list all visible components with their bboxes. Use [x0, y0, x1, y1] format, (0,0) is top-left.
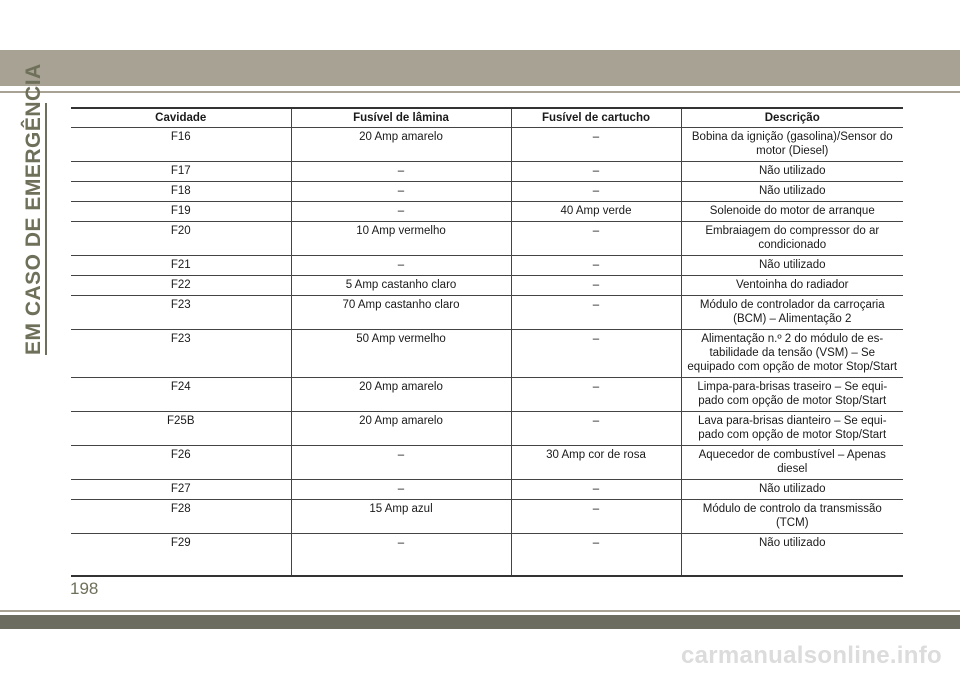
- fuse-table: [71, 107, 903, 577]
- cell-cavidade: F23: [71, 296, 291, 330]
- table-row: [71, 534, 903, 577]
- table-header-row: [71, 108, 903, 128]
- cell-fusivel-lamina: –: [291, 182, 511, 202]
- column-header-descricao: Descrição: [681, 108, 903, 128]
- cell-fusivel-lamina: 20 Amp amarelo: [291, 128, 511, 162]
- column-header-cavidade: Cavidade: [71, 108, 291, 128]
- cell-fusivel-cartucho: –: [511, 182, 681, 202]
- cell-cavidade: F22: [71, 276, 291, 296]
- cell-cavidade: F26: [71, 446, 291, 480]
- table-row: [71, 182, 903, 202]
- cell-cavidade: F17: [71, 162, 291, 182]
- cell-fusivel-lamina: 15 Amp azul: [291, 500, 511, 534]
- cell-fusivel-lamina: 50 Amp vermelho: [291, 330, 511, 378]
- cell-fusivel-cartucho: –: [511, 330, 681, 378]
- cell-fusivel-lamina: 70 Amp castanho claro: [291, 296, 511, 330]
- table-row: [71, 500, 903, 534]
- header-band: [0, 50, 960, 86]
- footer-rule: [0, 610, 960, 612]
- cell-cavidade: F23: [71, 330, 291, 378]
- cell-descricao: Não utilizado: [681, 480, 903, 500]
- table-row: [71, 276, 903, 296]
- cell-descricao: Lava para-brisas dianteiro – Se equi-pado com opção de motor Stop/Start: [681, 412, 903, 446]
- table-row: [71, 256, 903, 276]
- table-row: [71, 128, 903, 162]
- cell-descricao: Não utilizado: [681, 256, 903, 276]
- section-title: EM CASO DE EMERGÊNCIA: [22, 63, 45, 355]
- watermark: carmanualsonline.info: [680, 642, 942, 669]
- cell-descricao: Bobina da ignição (gasolina)/Sensor do motor (Diesel): [681, 128, 903, 162]
- column-header-fusivel-lamina: Fusível de lâmina: [291, 108, 511, 128]
- cell-descricao: Módulo de controlador da carroçaria (BCM) – Alimentação 2: [681, 296, 903, 330]
- cell-cavidade: F25B: [71, 412, 291, 446]
- table-row: [71, 378, 903, 412]
- cell-fusivel-cartucho: –: [511, 378, 681, 412]
- cell-descricao: Módulo de controlo da transmissão (TCM): [681, 500, 903, 534]
- table-body: [71, 128, 903, 577]
- cell-descricao: Embraiagem do compressor do ar condicionado: [681, 222, 903, 256]
- column-header-fusivel-cartucho: Fusível de cartucho: [511, 108, 681, 128]
- header-rule: [0, 91, 960, 93]
- cell-descricao: Não utilizado: [681, 162, 903, 182]
- cell-fusivel-cartucho: –: [511, 296, 681, 330]
- cell-fusivel-cartucho: –: [511, 480, 681, 500]
- cell-cavidade: F27: [71, 480, 291, 500]
- table-row: [71, 296, 903, 330]
- cell-fusivel-cartucho: –: [511, 222, 681, 256]
- cell-descricao: Aquecedor de combustível – Apenas diesel: [681, 446, 903, 480]
- cell-fusivel-lamina: 20 Amp amarelo: [291, 378, 511, 412]
- cell-cavidade: F19: [71, 202, 291, 222]
- cell-fusivel-cartucho: –: [511, 412, 681, 446]
- table-row: [71, 202, 903, 222]
- cell-descricao: Ventoinha do radiador: [681, 276, 903, 296]
- table-row: [71, 446, 903, 480]
- cell-cavidade: F21: [71, 256, 291, 276]
- cell-cavidade: F29: [71, 534, 291, 577]
- cell-fusivel-lamina: –: [291, 256, 511, 276]
- cell-fusivel-lamina: –: [291, 480, 511, 500]
- cell-descricao: Não utilizado: [681, 534, 903, 577]
- table-row: [71, 330, 903, 378]
- cell-fusivel-lamina: 10 Amp vermelho: [291, 222, 511, 256]
- footer-band: [0, 615, 960, 629]
- table-row: [71, 162, 903, 182]
- cell-fusivel-cartucho: 30 Amp cor de rosa: [511, 446, 681, 480]
- cell-fusivel-cartucho: –: [511, 256, 681, 276]
- cell-fusivel-lamina: –: [291, 446, 511, 480]
- cell-fusivel-cartucho: –: [511, 276, 681, 296]
- cell-fusivel-cartucho: –: [511, 534, 681, 577]
- cell-fusivel-lamina: –: [291, 202, 511, 222]
- cell-cavidade: F18: [71, 182, 291, 202]
- cell-descricao: Solenoide do motor de arranque: [681, 202, 903, 222]
- cell-fusivel-lamina: 20 Amp amarelo: [291, 412, 511, 446]
- table-row: [71, 412, 903, 446]
- cell-cavidade: F20: [71, 222, 291, 256]
- page-number: 198: [70, 579, 99, 598]
- cell-fusivel-cartucho: –: [511, 128, 681, 162]
- cell-descricao: Não utilizado: [681, 182, 903, 202]
- cell-fusivel-cartucho: –: [511, 500, 681, 534]
- table-row: [71, 222, 903, 256]
- table-row: [71, 480, 903, 500]
- cell-descricao: Alimentação n.º 2 do módulo de es-tabilidade da tensão (VSM) – Se equipado com opção de motor Stop/Start: [681, 330, 903, 378]
- cell-descricao: Limpa-para-brisas traseiro – Se equi-pado com opção de motor Stop/Start: [681, 378, 903, 412]
- cell-cavidade: F28: [71, 500, 291, 534]
- cell-fusivel-lamina: –: [291, 162, 511, 182]
- cell-fusivel-cartucho: –: [511, 162, 681, 182]
- cell-fusivel-cartucho: 40 Amp verde: [511, 202, 681, 222]
- cell-fusivel-lamina: –: [291, 534, 511, 577]
- cell-fusivel-lamina: 5 Amp castanho claro: [291, 276, 511, 296]
- cell-cavidade: F16: [71, 128, 291, 162]
- cell-cavidade: F24: [71, 378, 291, 412]
